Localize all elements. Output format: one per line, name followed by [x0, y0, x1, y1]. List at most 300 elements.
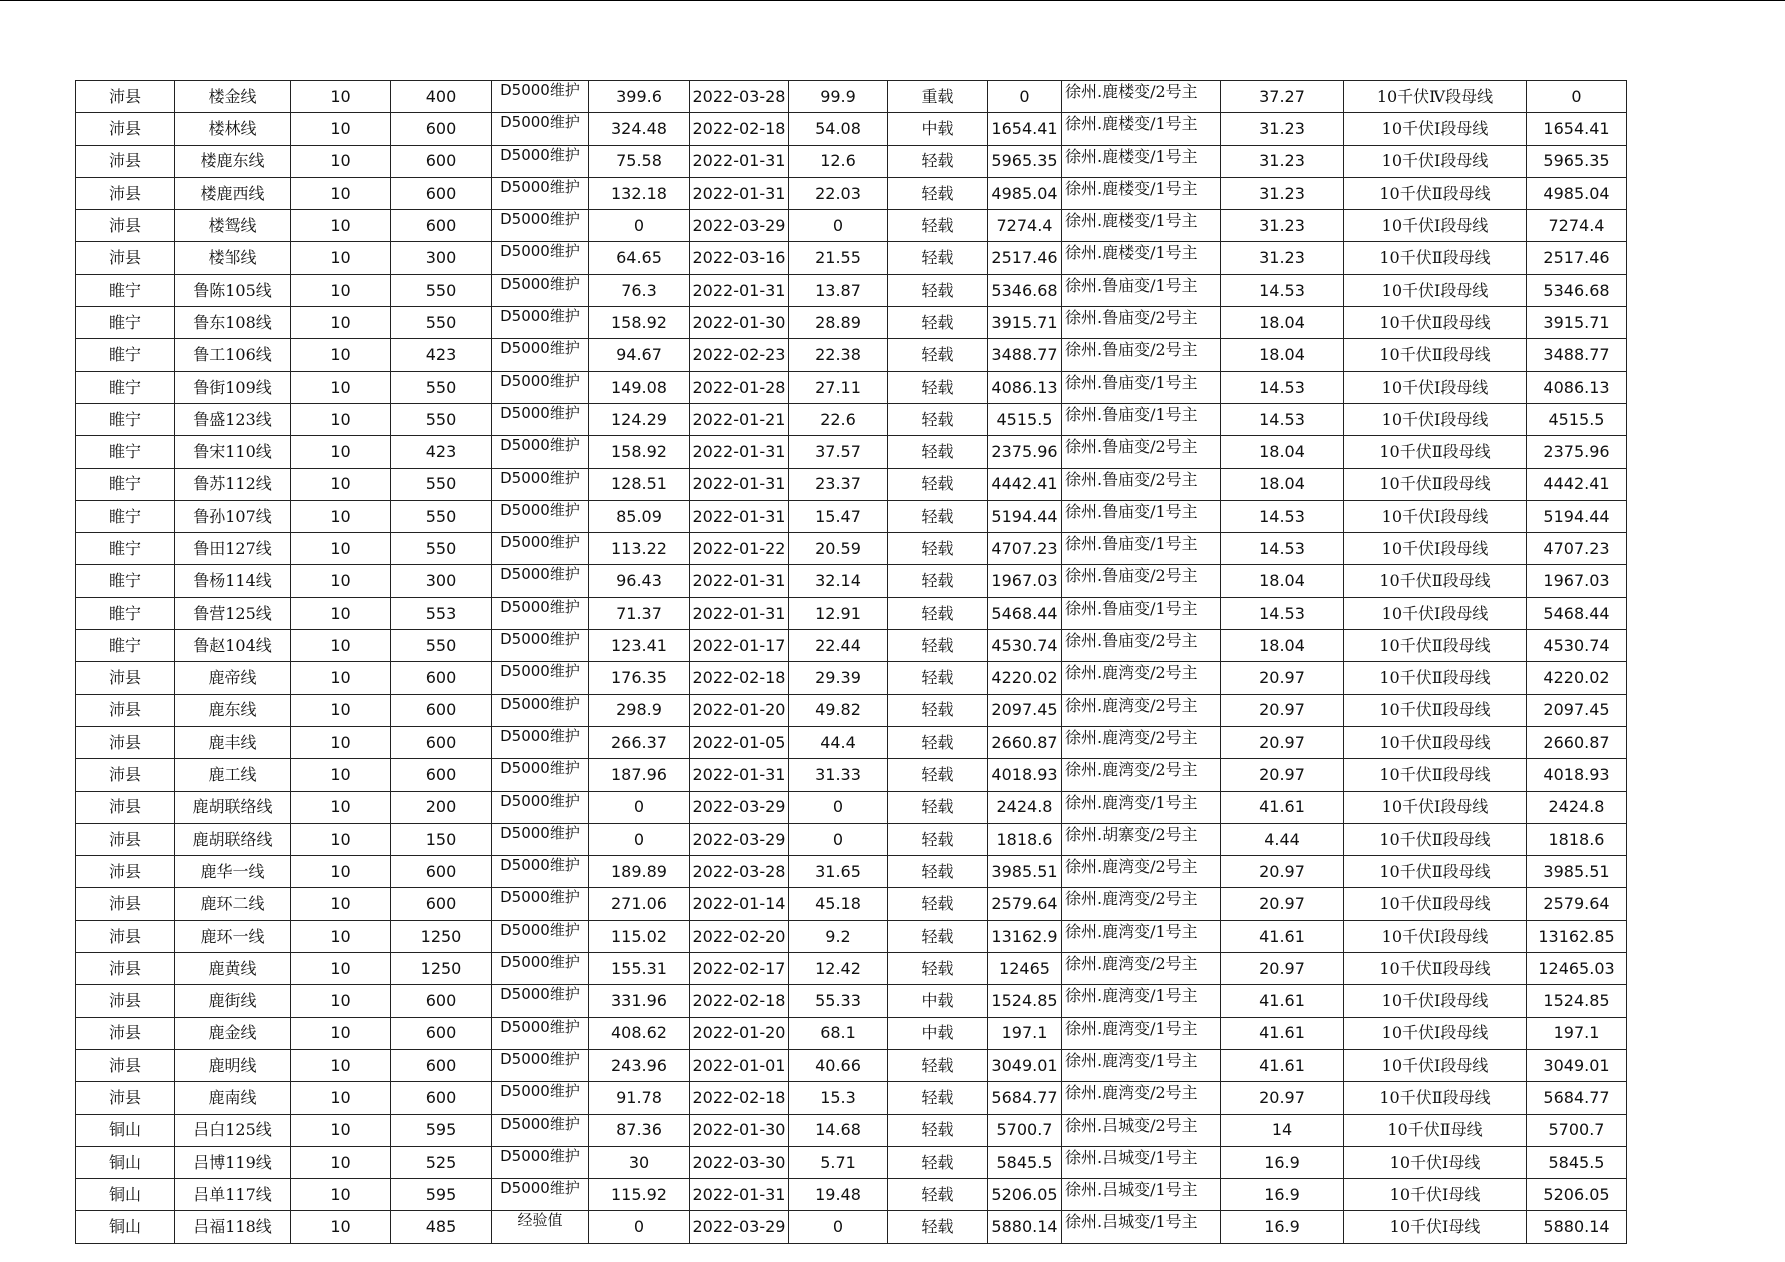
- data-source-type-cell: D5000维护: [492, 371, 589, 403]
- remaining-capacity-cell: 3488.77: [988, 339, 1062, 371]
- substation-transformer-cell: 徐州.鲁庙变/1号主: [1062, 371, 1221, 403]
- transformer-load-rate-cell: 31.23: [1221, 177, 1344, 209]
- load-status-cell: 轻载: [888, 371, 988, 403]
- capacity-cell: 600: [391, 1082, 492, 1114]
- transformer-load-rate-cell: 41.61: [1221, 1017, 1344, 1049]
- table-row: [76, 1146, 1627, 1178]
- remaining-capacity-cell: 1967.03: [988, 565, 1062, 597]
- table-row: [76, 953, 1627, 985]
- current-load-cell: 124.29: [589, 403, 690, 435]
- county-cell: 沛县: [76, 242, 175, 274]
- busbar-cell: 10千伏Ⅱ段母线: [1344, 468, 1527, 500]
- county-cell: 睢宁: [76, 468, 175, 500]
- voltage-cell: 10: [291, 468, 391, 500]
- date-cell: 2022-03-29: [690, 791, 789, 823]
- date-cell: 2022-02-17: [690, 953, 789, 985]
- table-row: [76, 920, 1627, 952]
- data-source-type-cell: D5000维护: [492, 759, 589, 791]
- date-cell: 2022-02-20: [690, 920, 789, 952]
- transformer-load-rate-cell: 16.9: [1221, 1146, 1344, 1178]
- data-source-type-cell: D5000维护: [492, 1146, 589, 1178]
- line-name-cell: 楼金线: [175, 81, 291, 113]
- voltage-cell: 10: [291, 371, 391, 403]
- voltage-cell: 10: [291, 339, 391, 371]
- county-cell: 睢宁: [76, 597, 175, 629]
- line-name-cell: 吕单117线: [175, 1179, 291, 1211]
- capacity-cell: 600: [391, 759, 492, 791]
- current-load-cell: 115.92: [589, 1179, 690, 1211]
- load-status-cell: 轻载: [888, 920, 988, 952]
- transformer-load-rate-cell: 4.44: [1221, 823, 1344, 855]
- table-row: [76, 1114, 1627, 1146]
- data-source-type-cell: D5000维护: [492, 533, 589, 565]
- current-load-cell: 132.18: [589, 177, 690, 209]
- data-source-type-cell: D5000维护: [492, 597, 589, 629]
- load-status-cell: 轻载: [888, 694, 988, 726]
- table-row: [76, 307, 1627, 339]
- county-cell: 沛县: [76, 113, 175, 145]
- voltage-cell: 10: [291, 1146, 391, 1178]
- date-cell: 2022-01-31: [690, 145, 789, 177]
- remaining-capacity-cell: 4442.41: [988, 468, 1062, 500]
- transformer-load-rate-cell: 20.97: [1221, 888, 1344, 920]
- page-top-border: [0, 0, 1785, 1]
- date-cell: 2022-03-29: [690, 210, 789, 242]
- current-load-cell: 113.22: [589, 533, 690, 565]
- load-status-cell: 轻载: [888, 630, 988, 662]
- substation-transformer-cell: 徐州.鹿湾变/2号主: [1062, 662, 1221, 694]
- busbar-cell: 10千伏Ⅰ母线: [1344, 1211, 1527, 1243]
- current-load-cell: 91.78: [589, 1082, 690, 1114]
- data-source-type-cell: 经验值: [492, 1211, 589, 1243]
- county-cell: 睢宁: [76, 403, 175, 435]
- line-name-cell: 楼林线: [175, 113, 291, 145]
- remaining-capacity-cell: 4707.23: [988, 533, 1062, 565]
- current-load-cell: 94.67: [589, 339, 690, 371]
- capacity-cell: 550: [391, 371, 492, 403]
- remaining-capacity-cell: 3985.51: [988, 856, 1062, 888]
- remaining-capacity-cell: 1654.41: [988, 113, 1062, 145]
- load-status-cell: 轻载: [888, 533, 988, 565]
- county-cell: 沛县: [76, 210, 175, 242]
- line-name-cell: 鹿胡联络线: [175, 823, 291, 855]
- table-row: [76, 630, 1627, 662]
- substation-transformer-cell: 徐州.鲁庙变/2号主: [1062, 307, 1221, 339]
- load-status-cell: 轻载: [888, 1082, 988, 1114]
- substation-transformer-cell: 徐州.鹿楼变/1号主: [1062, 210, 1221, 242]
- current-load-cell: 76.3: [589, 274, 690, 306]
- data-source-type-cell: D5000维护: [492, 468, 589, 500]
- transformer-load-rate-cell: 31.23: [1221, 210, 1344, 242]
- current-load-cell: 0: [589, 791, 690, 823]
- date-cell: 2022-02-23: [690, 339, 789, 371]
- county-cell: 沛县: [76, 694, 175, 726]
- data-source-type-cell: D5000维护: [492, 985, 589, 1017]
- load-rate-cell: 5.71: [789, 1146, 888, 1178]
- transformer-load-rate-cell: 20.97: [1221, 856, 1344, 888]
- load-status-cell: 轻载: [888, 791, 988, 823]
- load-rate-cell: 0: [789, 823, 888, 855]
- date-cell: 2022-03-28: [690, 856, 789, 888]
- table-row: [76, 1179, 1627, 1211]
- load-rate-cell: 22.38: [789, 339, 888, 371]
- load-status-cell: 轻载: [888, 597, 988, 629]
- remaining-capacity-cell: 2579.64: [988, 888, 1062, 920]
- data-source-type-cell: D5000维护: [492, 210, 589, 242]
- available-capacity-cell: 5700.7: [1527, 1114, 1627, 1146]
- substation-transformer-cell: 徐州.鹿楼变/1号主: [1062, 113, 1221, 145]
- county-cell: 沛县: [76, 145, 175, 177]
- table-row: [76, 823, 1627, 855]
- voltage-cell: 10: [291, 630, 391, 662]
- table-row: [76, 759, 1627, 791]
- voltage-cell: 10: [291, 1082, 391, 1114]
- remaining-capacity-cell: 0: [988, 81, 1062, 113]
- capacity-cell: 550: [391, 274, 492, 306]
- transformer-load-rate-cell: 14.53: [1221, 533, 1344, 565]
- date-cell: 2022-01-31: [690, 759, 789, 791]
- busbar-cell: 10千伏Ⅰ段母线: [1344, 274, 1527, 306]
- table-row: [76, 274, 1627, 306]
- transformer-load-rate-cell: 20.97: [1221, 662, 1344, 694]
- voltage-cell: 10: [291, 500, 391, 532]
- voltage-cell: 10: [291, 791, 391, 823]
- available-capacity-cell: 5965.35: [1527, 145, 1627, 177]
- remaining-capacity-cell: 197.1: [988, 1017, 1062, 1049]
- load-rate-cell: 54.08: [789, 113, 888, 145]
- line-name-cell: 鲁赵104线: [175, 630, 291, 662]
- busbar-cell: 10千伏Ⅱ段母线: [1344, 694, 1527, 726]
- capacity-cell: 600: [391, 1049, 492, 1081]
- current-load-cell: 96.43: [589, 565, 690, 597]
- current-load-cell: 158.92: [589, 436, 690, 468]
- load-status-cell: 轻载: [888, 759, 988, 791]
- capacity-cell: 600: [391, 694, 492, 726]
- capacity-cell: 550: [391, 307, 492, 339]
- line-name-cell: 吕博119线: [175, 1146, 291, 1178]
- busbar-cell: 10千伏Ⅳ段母线: [1344, 81, 1527, 113]
- load-rate-cell: 32.14: [789, 565, 888, 597]
- current-load-cell: 324.48: [589, 113, 690, 145]
- load-status-cell: 轻载: [888, 468, 988, 500]
- voltage-cell: 10: [291, 565, 391, 597]
- available-capacity-cell: 13162.85: [1527, 920, 1627, 952]
- data-source-type-cell: D5000维护: [492, 307, 589, 339]
- transformer-load-rate-cell: 14: [1221, 1114, 1344, 1146]
- transformer-load-rate-cell: 41.61: [1221, 1049, 1344, 1081]
- county-cell: 睢宁: [76, 339, 175, 371]
- remaining-capacity-cell: 7274.4: [988, 210, 1062, 242]
- remaining-capacity-cell: 3915.71: [988, 307, 1062, 339]
- substation-transformer-cell: 徐州.鹿湾变/2号主: [1062, 1082, 1221, 1114]
- load-status-cell: 轻载: [888, 403, 988, 435]
- date-cell: 2022-02-18: [690, 1082, 789, 1114]
- capacity-cell: 595: [391, 1179, 492, 1211]
- data-source-type-cell: D5000维护: [492, 339, 589, 371]
- data-source-type-cell: D5000维护: [492, 1082, 589, 1114]
- transformer-load-rate-cell: 37.27: [1221, 81, 1344, 113]
- county-cell: 沛县: [76, 81, 175, 113]
- busbar-cell: 10千伏Ⅱ段母线: [1344, 662, 1527, 694]
- date-cell: 2022-01-20: [690, 1017, 789, 1049]
- substation-transformer-cell: 徐州.鲁庙变/2号主: [1062, 468, 1221, 500]
- load-rate-cell: 9.2: [789, 920, 888, 952]
- remaining-capacity-cell: 5880.14: [988, 1211, 1062, 1243]
- date-cell: 2022-01-31: [690, 468, 789, 500]
- load-status-cell: 轻载: [888, 726, 988, 758]
- line-name-cell: 吕白125线: [175, 1114, 291, 1146]
- line-name-cell: 鲁苏112线: [175, 468, 291, 500]
- current-load-cell: 176.35: [589, 662, 690, 694]
- capacity-cell: 485: [391, 1211, 492, 1243]
- substation-transformer-cell: 徐州.鲁庙变/1号主: [1062, 500, 1221, 532]
- current-load-cell: 158.92: [589, 307, 690, 339]
- voltage-cell: 10: [291, 436, 391, 468]
- capacity-cell: 200: [391, 791, 492, 823]
- transformer-load-rate-cell: 20.97: [1221, 1082, 1344, 1114]
- current-load-cell: 189.89: [589, 856, 690, 888]
- county-cell: 睢宁: [76, 371, 175, 403]
- line-name-cell: 鹿金线: [175, 1017, 291, 1049]
- capacity-cell: 553: [391, 597, 492, 629]
- voltage-cell: 10: [291, 888, 391, 920]
- table-row: [76, 177, 1627, 209]
- load-status-cell: 轻载: [888, 242, 988, 274]
- available-capacity-cell: 5194.44: [1527, 500, 1627, 532]
- table-row: [76, 888, 1627, 920]
- date-cell: 2022-03-29: [690, 823, 789, 855]
- load-rate-cell: 37.57: [789, 436, 888, 468]
- voltage-cell: 10: [291, 1017, 391, 1049]
- transformer-load-rate-cell: 16.9: [1221, 1211, 1344, 1243]
- remaining-capacity-cell: 2375.96: [988, 436, 1062, 468]
- remaining-capacity-cell: 5206.05: [988, 1179, 1062, 1211]
- data-source-type-cell: D5000维护: [492, 500, 589, 532]
- busbar-cell: 10千伏Ⅱ段母线: [1344, 339, 1527, 371]
- current-load-cell: 128.51: [589, 468, 690, 500]
- capacity-cell: 600: [391, 113, 492, 145]
- data-source-type-cell: D5000维护: [492, 630, 589, 662]
- line-name-cell: 鲁东108线: [175, 307, 291, 339]
- load-status-cell: 中载: [888, 1017, 988, 1049]
- voltage-cell: 10: [291, 81, 391, 113]
- voltage-cell: 10: [291, 242, 391, 274]
- data-source-type-cell: D5000维护: [492, 565, 589, 597]
- table-row: [76, 436, 1627, 468]
- county-cell: 沛县: [76, 856, 175, 888]
- date-cell: 2022-01-31: [690, 436, 789, 468]
- data-source-type-cell: D5000维护: [492, 145, 589, 177]
- available-capacity-cell: 7274.4: [1527, 210, 1627, 242]
- date-cell: 2022-01-30: [690, 1114, 789, 1146]
- data-source-type-cell: D5000维护: [492, 242, 589, 274]
- capacity-cell: 550: [391, 403, 492, 435]
- available-capacity-cell: 2660.87: [1527, 726, 1627, 758]
- load-rate-cell: 44.4: [789, 726, 888, 758]
- substation-transformer-cell: 徐州.吕城变/1号主: [1062, 1211, 1221, 1243]
- table-row: [76, 145, 1627, 177]
- busbar-cell: 10千伏Ⅰ段母线: [1344, 985, 1527, 1017]
- current-load-cell: 271.06: [589, 888, 690, 920]
- load-status-cell: 轻载: [888, 823, 988, 855]
- load-rate-cell: 49.82: [789, 694, 888, 726]
- county-cell: 沛县: [76, 823, 175, 855]
- line-name-cell: 鹿东线: [175, 694, 291, 726]
- data-source-type-cell: D5000维护: [492, 81, 589, 113]
- busbar-cell: 10千伏Ⅰ段母线: [1344, 113, 1527, 145]
- busbar-cell: 10千伏Ⅱ段母线: [1344, 1082, 1527, 1114]
- busbar-cell: 10千伏Ⅱ段母线: [1344, 953, 1527, 985]
- data-source-type-cell: D5000维护: [492, 856, 589, 888]
- current-load-cell: 408.62: [589, 1017, 690, 1049]
- voltage-cell: 10: [291, 856, 391, 888]
- data-source-type-cell: D5000维护: [492, 953, 589, 985]
- available-capacity-cell: 4515.5: [1527, 403, 1627, 435]
- load-status-cell: 轻载: [888, 307, 988, 339]
- substation-transformer-cell: 徐州.吕城变/2号主: [1062, 1114, 1221, 1146]
- capacity-cell: 550: [391, 468, 492, 500]
- line-name-cell: 鲁盛123线: [175, 403, 291, 435]
- voltage-cell: 10: [291, 662, 391, 694]
- load-rate-cell: 40.66: [789, 1049, 888, 1081]
- line-name-cell: 吕福118线: [175, 1211, 291, 1243]
- substation-transformer-cell: 徐州.鹿湾变/2号主: [1062, 856, 1221, 888]
- line-name-cell: 鹿帝线: [175, 662, 291, 694]
- load-rate-cell: 0: [789, 791, 888, 823]
- date-cell: 2022-03-29: [690, 1211, 789, 1243]
- load-status-cell: 轻载: [888, 953, 988, 985]
- load-status-cell: 重载: [888, 81, 988, 113]
- load-rate-cell: 27.11: [789, 371, 888, 403]
- voltage-cell: 10: [291, 1179, 391, 1211]
- load-status-cell: 轻载: [888, 1179, 988, 1211]
- table-row: [76, 81, 1627, 113]
- substation-transformer-cell: 徐州.鹿楼变/1号主: [1062, 177, 1221, 209]
- county-cell: 铜山: [76, 1179, 175, 1211]
- county-cell: 睢宁: [76, 533, 175, 565]
- date-cell: 2022-01-21: [690, 403, 789, 435]
- data-source-type-cell: D5000维护: [492, 726, 589, 758]
- data-source-type-cell: D5000维护: [492, 1049, 589, 1081]
- table-row: [76, 468, 1627, 500]
- load-status-cell: 中载: [888, 113, 988, 145]
- substation-transformer-cell: 徐州.鲁庙变/1号主: [1062, 533, 1221, 565]
- voltage-cell: 10: [291, 113, 391, 145]
- county-cell: 沛县: [76, 1017, 175, 1049]
- county-cell: 沛县: [76, 662, 175, 694]
- current-load-cell: 71.37: [589, 597, 690, 629]
- busbar-cell: 10千伏Ⅰ段母线: [1344, 500, 1527, 532]
- remaining-capacity-cell: 4220.02: [988, 662, 1062, 694]
- current-load-cell: 155.31: [589, 953, 690, 985]
- remaining-capacity-cell: 4515.5: [988, 403, 1062, 435]
- capacity-cell: 300: [391, 565, 492, 597]
- busbar-cell: 10千伏Ⅱ段母线: [1344, 565, 1527, 597]
- substation-transformer-cell: 徐州.鲁庙变/2号主: [1062, 339, 1221, 371]
- remaining-capacity-cell: 1818.6: [988, 823, 1062, 855]
- date-cell: 2022-02-18: [690, 985, 789, 1017]
- load-status-cell: 轻载: [888, 565, 988, 597]
- load-rate-cell: 22.44: [789, 630, 888, 662]
- busbar-cell: 10千伏Ⅰ母线: [1344, 1179, 1527, 1211]
- remaining-capacity-cell: 12465: [988, 953, 1062, 985]
- transformer-load-rate-cell: 14.53: [1221, 500, 1344, 532]
- transformer-load-rate-cell: 18.04: [1221, 468, 1344, 500]
- remaining-capacity-cell: 2660.87: [988, 726, 1062, 758]
- load-status-cell: 轻载: [888, 274, 988, 306]
- capacity-cell: 525: [391, 1146, 492, 1178]
- transformer-load-rate-cell: 14.53: [1221, 274, 1344, 306]
- date-cell: 2022-01-31: [690, 274, 789, 306]
- substation-transformer-cell: 徐州.鹿湾变/1号主: [1062, 791, 1221, 823]
- table-row: [76, 1082, 1627, 1114]
- table-row: [76, 533, 1627, 565]
- capacity-cell: 1250: [391, 953, 492, 985]
- load-status-cell: 轻载: [888, 145, 988, 177]
- table-row: [76, 791, 1627, 823]
- load-rate-cell: 12.91: [789, 597, 888, 629]
- data-source-type-cell: D5000维护: [492, 1114, 589, 1146]
- line-name-cell: 鹿华一线: [175, 856, 291, 888]
- remaining-capacity-cell: 3049.01: [988, 1049, 1062, 1081]
- load-rate-cell: 22.03: [789, 177, 888, 209]
- substation-transformer-cell: 徐州.鲁庙变/1号主: [1062, 274, 1221, 306]
- load-rate-cell: 14.68: [789, 1114, 888, 1146]
- available-capacity-cell: 2375.96: [1527, 436, 1627, 468]
- substation-transformer-cell: 徐州.鹿湾变/2号主: [1062, 726, 1221, 758]
- busbar-cell: 10千伏Ⅰ段母线: [1344, 920, 1527, 952]
- capacity-cell: 600: [391, 888, 492, 920]
- transformer-load-rate-cell: 14.53: [1221, 403, 1344, 435]
- available-capacity-cell: 5468.44: [1527, 597, 1627, 629]
- transformer-load-rate-cell: 31.23: [1221, 113, 1344, 145]
- busbar-cell: 10千伏Ⅱ段母线: [1344, 888, 1527, 920]
- load-rate-cell: 55.33: [789, 985, 888, 1017]
- busbar-cell: 10千伏Ⅱ段母线: [1344, 307, 1527, 339]
- transformer-load-rate-cell: 14.53: [1221, 371, 1344, 403]
- available-capacity-cell: 1818.6: [1527, 823, 1627, 855]
- remaining-capacity-cell: 4018.93: [988, 759, 1062, 791]
- capacity-cell: 600: [391, 662, 492, 694]
- transformer-load-rate-cell: 16.9: [1221, 1179, 1344, 1211]
- line-name-cell: 鹿环二线: [175, 888, 291, 920]
- table-row: [76, 985, 1627, 1017]
- busbar-cell: 10千伏Ⅱ段母线: [1344, 759, 1527, 791]
- line-name-cell: 鹿丰线: [175, 726, 291, 758]
- table-row: [76, 1211, 1627, 1243]
- current-load-cell: 243.96: [589, 1049, 690, 1081]
- county-cell: 沛县: [76, 759, 175, 791]
- busbar-cell: 10千伏Ⅰ段母线: [1344, 403, 1527, 435]
- transformer-load-rate-cell: 14.53: [1221, 597, 1344, 629]
- available-capacity-cell: 0: [1527, 81, 1627, 113]
- substation-transformer-cell: 徐州.胡寨变/2号主: [1062, 823, 1221, 855]
- line-name-cell: 鹿工线: [175, 759, 291, 791]
- busbar-cell: 10千伏Ⅱ母线: [1344, 1114, 1527, 1146]
- date-cell: 2022-01-01: [690, 1049, 789, 1081]
- table-row: [76, 1049, 1627, 1081]
- load-rate-cell: 19.48: [789, 1179, 888, 1211]
- date-cell: 2022-03-30: [690, 1146, 789, 1178]
- load-rate-cell: 15.47: [789, 500, 888, 532]
- voltage-cell: 10: [291, 533, 391, 565]
- available-capacity-cell: 4442.41: [1527, 468, 1627, 500]
- feeder-load-table: [75, 80, 1627, 1244]
- busbar-cell: 10千伏Ⅱ段母线: [1344, 177, 1527, 209]
- voltage-cell: 10: [291, 177, 391, 209]
- substation-transformer-cell: 徐州.鹿湾变/1号主: [1062, 920, 1221, 952]
- date-cell: 2022-01-31: [690, 500, 789, 532]
